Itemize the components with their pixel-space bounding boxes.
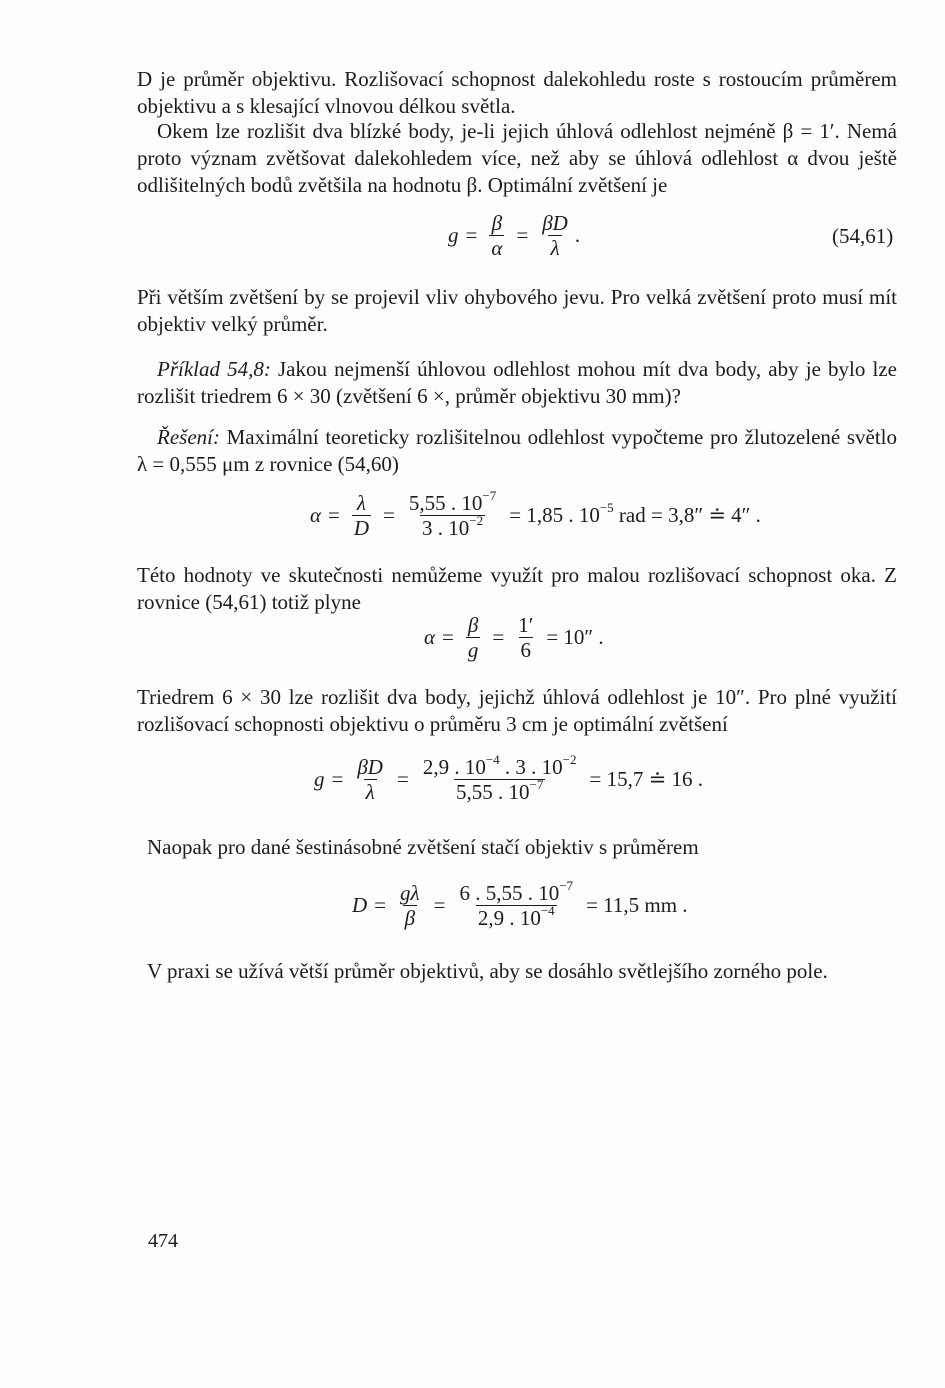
eq3-lhs: α (424, 625, 436, 649)
eq4-lhs: g (314, 767, 325, 791)
equation-number: (54,61) (832, 224, 894, 248)
eq2-f2-numerator (407, 488, 498, 515)
eq4-fraction-2 (421, 752, 579, 804)
eq5-lhs: D (352, 893, 368, 917)
eq5-den-exp: −4 (540, 903, 555, 918)
eq1-fraction-1 (489, 212, 504, 259)
eq5-num-base: 6 . 5,55 . 10 (459, 881, 560, 905)
eq3-fraction-1 (466, 614, 481, 661)
eq2-result-exp: −5 (599, 500, 614, 515)
eq5-f2-numerator (457, 878, 575, 905)
eq3-f2-numerator: 1′ (518, 613, 534, 637)
paragraph-practice (147, 958, 907, 985)
eq1-f1-numerator: β (491, 211, 503, 235)
equation-alpha-eye (424, 614, 604, 661)
paragraph-resolving-power (137, 66, 897, 120)
eq2-lhs: α (310, 503, 322, 527)
paragraph-eye-resolution (137, 562, 897, 616)
example-text: Jakou nejmenší úhlovou odlehlost mohou mít dva body, aby je bylo lze rozlišit triedrem 6 × 30 (zvětšení 6 ×, průměr objektivu 30 mm)? (137, 357, 897, 408)
eq2-result-base: = 1,85 . 10 (509, 503, 600, 527)
eq4-f2-denominator (454, 779, 545, 803)
eq1-equals-2: = (516, 223, 529, 247)
eq5-f1-numerator: gλ (400, 881, 420, 905)
eq5-f2-denominator (476, 905, 557, 929)
paragraph-diffraction-text: Při větším zvětšení by se projevil vliv ohybového jevu. Pro velká zvětšení proto musí mít objektiv velký průměr. (137, 285, 897, 336)
eq2-result-tail: rad = 3,8″ ≐ 4″ . (613, 503, 761, 527)
equation-g-optimal (314, 752, 703, 804)
eq1-period: . (574, 223, 581, 247)
eq2-result (509, 500, 761, 528)
eq2-f2-denominator (420, 515, 485, 539)
eq1-fraction-2 (540, 212, 570, 259)
paragraph-optimal-magnification-text: Okem lze rozlišit dva blízké body, je-li jejich úhlová odlehlost nejméně β = 1′. Nemá proto význam zvětšovat dalekohledem více, než aby se úhlová odlehlost α dvou ještě odlišitelných bodů zvětšila na hodnotu β. Optimální zvětšení je (137, 119, 897, 197)
eq3-result: = 10″ . (546, 625, 604, 649)
eq4-f1-denominator: λ (365, 780, 375, 804)
equation-alpha-resolution (310, 488, 761, 540)
eq4-fraction-1 (355, 756, 385, 803)
paragraph-eye-resolution-text: Této hodnoty ve skutečnosti nemůžeme využít pro malou rozlišovací schopnost oka. Z rovnice (54,61) totiž plyne (137, 563, 897, 614)
eq4-den-exp: −7 (529, 777, 544, 792)
eq4-f1-numerator: βD (357, 755, 383, 779)
eq1-f2-denominator: λ (550, 236, 560, 260)
eq5-fraction-1 (398, 882, 422, 929)
eq1-equals: = (465, 223, 478, 247)
page-number: 474 (148, 1230, 178, 1252)
paragraph-example (137, 356, 897, 410)
paragraph-triedr (137, 684, 897, 738)
equation-54-61 (448, 212, 580, 259)
eq2-f2-num-exp: −7 (482, 488, 497, 503)
eq5-fraction-2 (457, 878, 575, 930)
eq3-f1-denominator: g (467, 638, 479, 662)
eq1-f1-denominator: α (491, 236, 503, 260)
eq2-f2-num-base: 5,55 . 10 (408, 491, 483, 515)
eq2-fraction-2 (407, 488, 498, 540)
eq4-num-b: . 3 . 10 (499, 755, 563, 779)
eq5-equals-2: = (433, 893, 446, 917)
eq3-f1-numerator: β (467, 613, 479, 637)
eq5-num-exp: −7 (559, 878, 574, 893)
eq2-fraction-1 (352, 492, 371, 539)
eq1-f2-numerator: βD (542, 211, 568, 235)
eq3-equals: = (442, 625, 454, 649)
eq4-equals-2: = (396, 767, 409, 791)
eq4-num-b-exp: −2 (562, 752, 577, 767)
solution-text: Maximální teoreticky rozlišitelnou odlehlost vypočteme pro žlutozelené světlo λ = 0,555 μm z rovnice (54,60) (137, 425, 897, 476)
eq3-fraction-2 (516, 614, 535, 661)
solution-label: Řešení: (157, 425, 220, 449)
paragraph-practice-text: V praxi se užívá větší průměr objektivů, aby se dosáhlo světlejšího zorného pole. (147, 959, 828, 983)
eq5-result: = 11,5 mm . (586, 893, 688, 917)
eq4-den-base: 5,55 . 10 (455, 780, 530, 804)
eq5-equals: = (374, 893, 387, 917)
eq3-equals-2: = (492, 625, 505, 649)
eq5-den-base: 2,9 . 10 (477, 906, 541, 930)
paragraph-resolving-power-text: D je průměr objektivu. Rozlišovací schopnost dalekohledu roste s rostoucím průměrem objektivu a s klesající vlnovou délkou světla. (137, 67, 897, 118)
eq4-num-a-exp: −4 (485, 752, 500, 767)
paragraph-diffraction (137, 284, 897, 338)
paragraph-sixfold (147, 834, 897, 861)
eq2-f1-numerator: λ (356, 491, 367, 515)
eq3-f2-denominator: 6 (520, 638, 532, 662)
paragraph-optimal-magnification (137, 118, 897, 199)
eq2-f2-den-base: 3 . 10 (422, 516, 470, 540)
example-label: Příklad 54,8: (157, 357, 271, 381)
eq1-lhs: g (448, 223, 459, 247)
eq2-equals-2: = (383, 503, 395, 527)
equation-diameter (352, 878, 688, 930)
eq2-f2-den-exp: −2 (469, 513, 484, 528)
eq2-f1-denominator: D (353, 516, 370, 540)
eq4-result: = 15,7 ≐ 16 . (589, 767, 703, 791)
eq5-f1-denominator: β (404, 906, 416, 930)
paragraph-triedr-text: Triedrem 6 × 30 lze rozlišit dva body, jejichž úhlová odlehlost je 10″. Pro plné využití rozlišovací schopnosti objektivu o průměru 3 cm je optimální zvětšení (137, 685, 897, 736)
eq4-f2-numerator (421, 752, 579, 779)
eq4-equals: = (331, 767, 344, 791)
eq2-equals: = (328, 503, 340, 527)
paragraph-sixfold-text: Naopak pro dané šestinásobné zvětšení stačí objektiv s průměrem (147, 835, 699, 859)
paragraph-solution (137, 424, 897, 478)
eq4-num-a: 2,9 . 10 (422, 755, 486, 779)
